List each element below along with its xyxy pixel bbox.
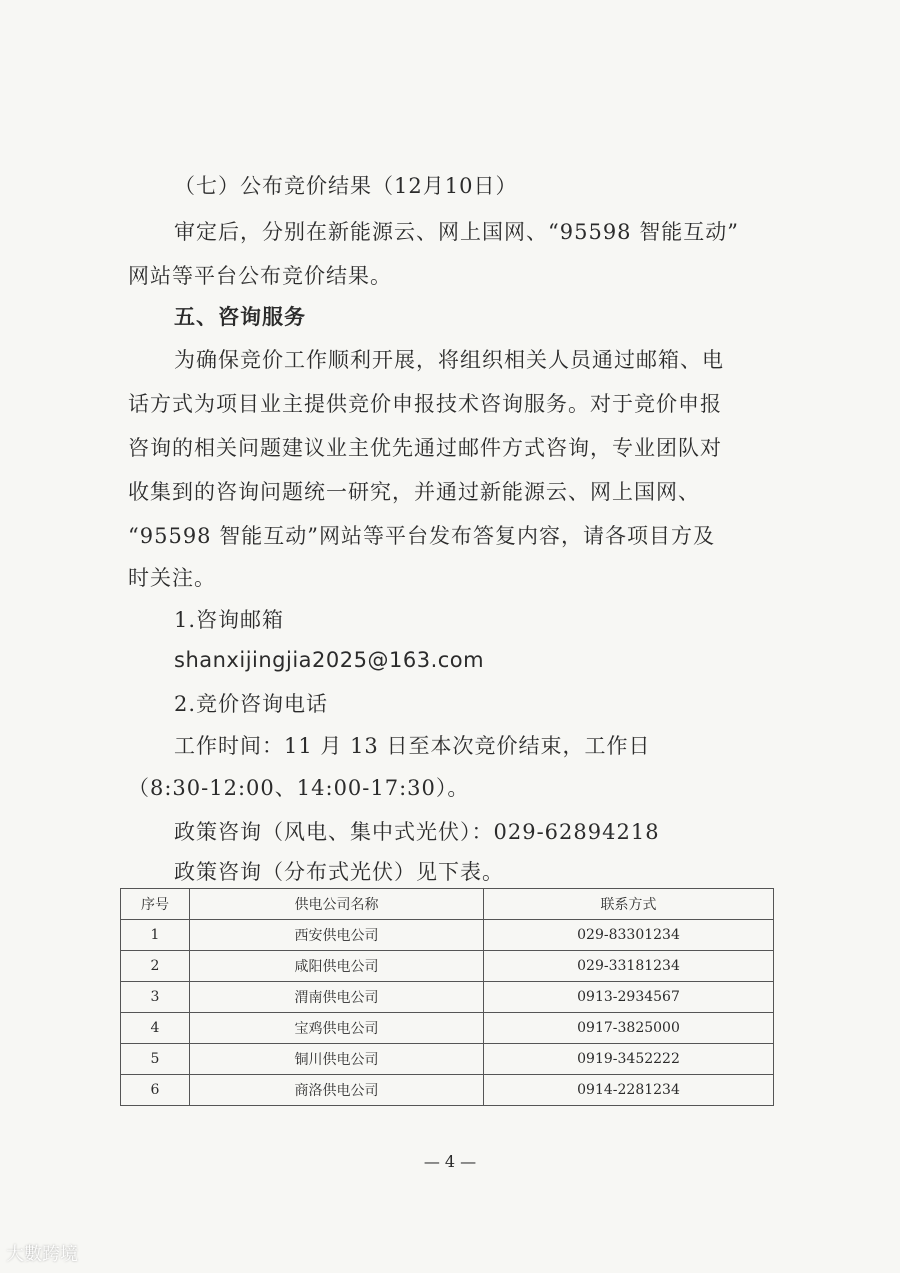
table-cell: 咸阳供电公司	[190, 951, 484, 982]
table-cell: 029-33181234	[484, 951, 774, 982]
table-cell: 0919-3452222	[484, 1044, 774, 1075]
paragraph-line: 收集到的咨询问题统一研究，并通过新能源云、网上国网、	[128, 480, 700, 504]
section-seven-body-line: 网站等平台公布竞价结果。	[128, 264, 392, 288]
table-cell: 0917-3825000	[484, 1013, 774, 1044]
policy-wind-line: 政策咨询（风电、集中式光伏）：029-62894218	[174, 820, 660, 844]
paragraph-line: 咨询的相关问题建议业主优先通过邮件方式咨询，专业团队对	[128, 436, 722, 460]
section-five-heading: 五、咨询服务	[174, 305, 306, 329]
table-row	[121, 1044, 774, 1075]
table-header: 供电公司名称	[190, 889, 484, 920]
table-row	[121, 1013, 774, 1044]
watermark-logo	[6, 1240, 78, 1266]
paragraph-line: 话方式为项目业主提供竞价申报技术咨询服务。对于竞价申报	[128, 392, 722, 416]
table-header: 序号	[121, 889, 190, 920]
table-cell: 2	[121, 951, 190, 982]
table-cell: 0913-2934567	[484, 982, 774, 1013]
table-row	[121, 1075, 774, 1106]
table-cell: 商洛供电公司	[190, 1075, 484, 1106]
phone-heading: 2.竞价咨询电话	[174, 692, 329, 716]
table-cell: 铜川供电公司	[190, 1044, 484, 1075]
email-address[interactable]: shanxijingjia2025@163.com	[174, 648, 485, 672]
table-cell: 4	[121, 1013, 190, 1044]
work-time-line: （8:30-12:00、14:00-17:30）。	[128, 776, 470, 800]
table-header-row	[121, 889, 774, 920]
work-time-line: 工作时间：11 月 13 日至本次竞价结束，工作日	[174, 734, 651, 758]
section-seven-heading: （七）公布竞价结果（12月10日）	[174, 174, 518, 198]
table-cell: 3	[121, 982, 190, 1013]
table-cell: 西安供电公司	[190, 920, 484, 951]
table-cell: 1	[121, 920, 190, 951]
table-cell: 渭南供电公司	[190, 982, 484, 1013]
table-cell: 5	[121, 1044, 190, 1075]
table-cell: 0914-2281234	[484, 1075, 774, 1106]
page-number: — 4 —	[423, 1152, 477, 1171]
table-cell: 6	[121, 1075, 190, 1106]
email-heading: 1.咨询邮箱	[174, 608, 285, 632]
contact-table	[120, 888, 774, 1106]
paragraph-line: 时关注。	[128, 566, 216, 590]
table-row	[121, 951, 774, 982]
section-seven-body-line: 审定后，分别在新能源云、网上国网、“95598 智能互动”	[174, 220, 739, 244]
table-row	[121, 982, 774, 1013]
paragraph-line: “95598 智能互动”网站等平台发布答复内容，请各项目方及	[128, 524, 715, 548]
policy-distributed-line: 政策咨询（分布式光伏）见下表。	[174, 860, 504, 884]
table-cell: 宝鸡供电公司	[190, 1013, 484, 1044]
watermark-text: 大數跨境	[6, 1244, 78, 1265]
table-header: 联系方式	[484, 889, 774, 920]
table-cell: 029-83301234	[484, 920, 774, 951]
table-row	[121, 920, 774, 951]
paragraph-line: 为确保竞价工作顺利开展，将组织相关人员通过邮箱、电	[174, 348, 724, 372]
